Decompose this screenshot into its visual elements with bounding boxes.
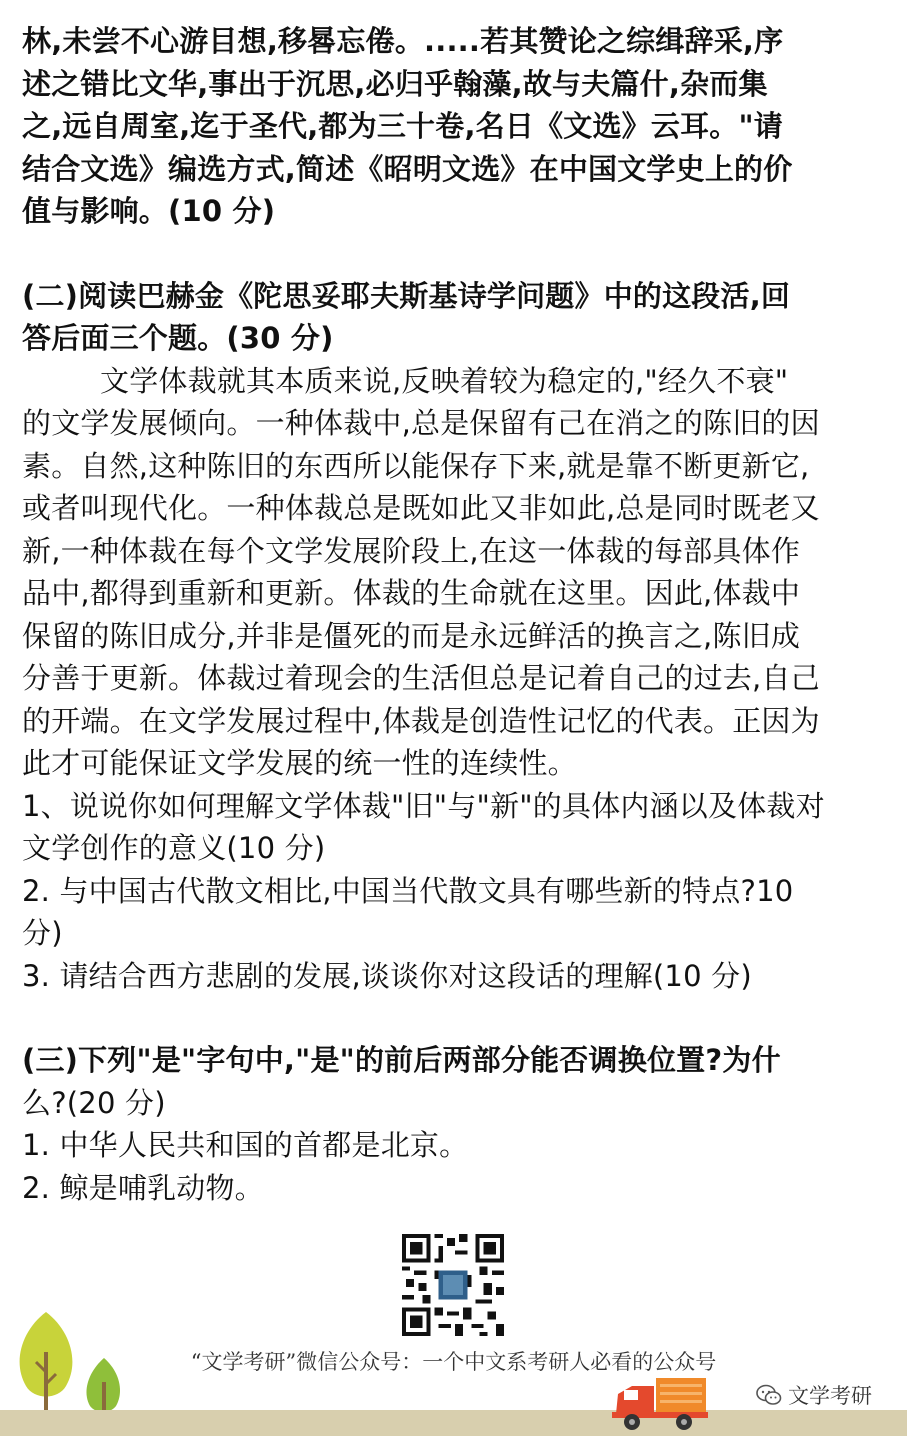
text-line: 或者叫现代化。一种体裁总是既如此又非如此,总是同时既老又 [22, 491, 820, 525]
text-line: 结合文选》编选方式,简述《昭明文选》在中国文学史上的价 [22, 151, 793, 186]
qr-code [402, 1234, 504, 1336]
text-line: 的文学发展倾向。一种体裁中,总是保留有己在消之的陈旧的因 [22, 406, 820, 440]
text-line: 文学体裁就其本质来说,反映着较为稳定的,"经久不衰" [100, 363, 789, 398]
wechat-icon [756, 1384, 782, 1406]
tree-illustration [8, 1312, 128, 1422]
truck-illustration [612, 1376, 708, 1432]
text-line: 3. 请结合西方悲剧的发展,谈谈你对这段话的理解(10 分) [22, 958, 752, 993]
ground-strip [0, 1410, 907, 1436]
account-brand [756, 1380, 872, 1410]
text-line: 分善于更新。体裁过着现会的生活但总是记着自己的过去,自己 [22, 661, 820, 695]
text-line: 述之错比文华,事出于沉思,必归乎翰藻,故与夫篇什,杂而集 [22, 66, 768, 101]
document-body [22, 20, 888, 1209]
text-line: 的开端。在文学发展过程中,体裁是创造性记忆的代表。正因为 [22, 703, 820, 738]
text-line: 素。自然,这种陈旧的东西所以能保存下来,就是靠不断更新它, [22, 448, 810, 483]
text-line: 此才可能保证文学发展的统一性的连续性。 [22, 746, 577, 780]
text-line: 2. 鲸是哺乳动物。 [22, 1170, 264, 1205]
paragraph-gap [22, 997, 888, 1039]
text-line: 1、说说你如何理解文学体裁"旧"与"新"的具体内涵以及体裁对 [22, 788, 825, 823]
text-line: 么?(20 分) [22, 1085, 166, 1120]
text-line: 保留的陈旧成分,并非是僵死的而是永远鲜活的换言之,陈旧成 [22, 618, 801, 653]
text-line: 1. 中华人民共和国的首都是北京。 [22, 1128, 469, 1162]
text-line: (二)阅读巴赫金《陀思妥耶夫斯基诗学问题》中的这段活,回 [22, 278, 791, 313]
text-line: 2. 与中国古代散文相比,中国当代散文具有哪些新的特点?10 [22, 873, 794, 908]
text-line: 分) [22, 916, 63, 950]
footer-caption: “文学考研”微信公众号：一个中文系考研人必看的公众号 [190, 1350, 717, 1374]
paragraph-gap [22, 233, 888, 275]
text-line: 林,未尝不心游目想,移晷忘倦。.....若其赞论之综缉辞采,序 [22, 24, 784, 58]
text-line: 值与影响。(10 分) [22, 194, 276, 228]
text-line: (三)下列"是"字句中,"是"的前后两部分能否调换位置?为什 [22, 1043, 781, 1077]
text-line: 之,远自周室,迄于圣代,都为三十卷,名日《文选》云耳。"请 [22, 109, 783, 143]
text-line: 新,一种体裁在每个文学发展阶段上,在这一体裁的每部具体作 [22, 533, 801, 568]
text-line: 答后面三个题。(30 分) [22, 321, 334, 355]
text-line: 品中,都得到重新和更新。体裁的生命就在这里。因此,体裁中 [22, 576, 801, 610]
text-line: 文学创作的意义(10 分) [22, 831, 326, 865]
brand-name: 文学考研 [788, 1384, 872, 1408]
